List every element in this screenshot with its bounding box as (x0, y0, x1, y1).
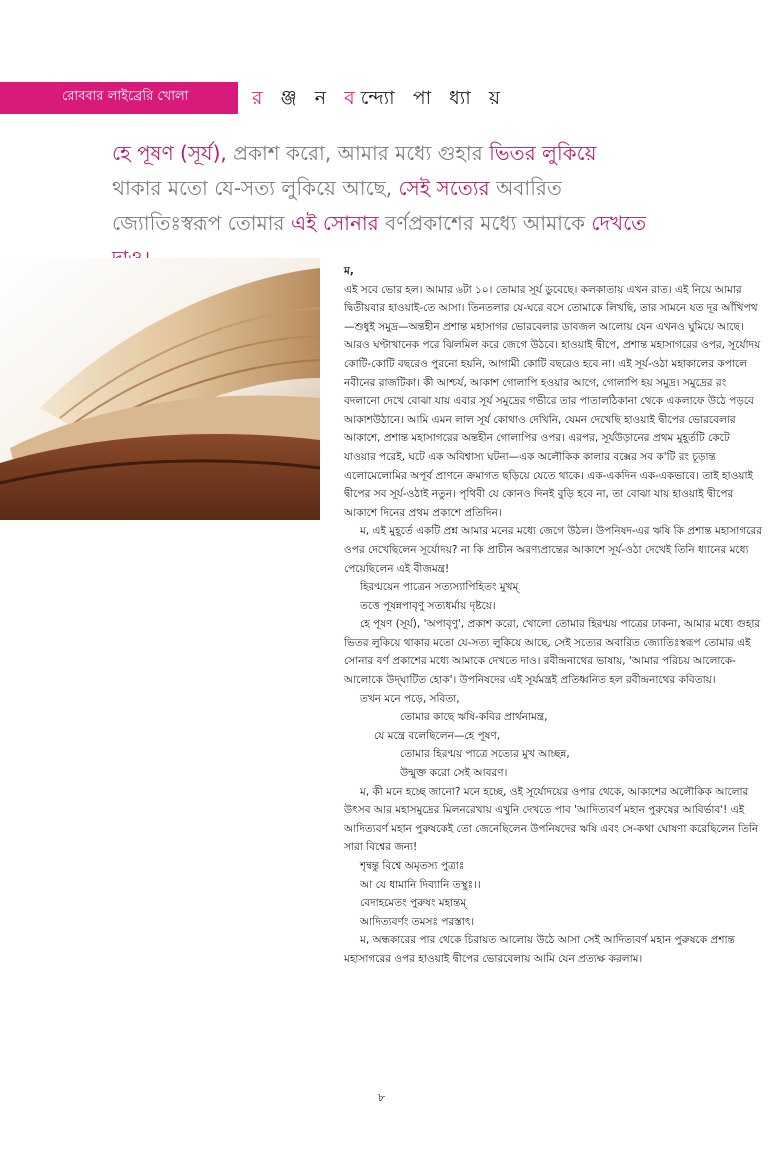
verse-line: আ যে ধামানি দিব্যানি তস্থুঃ।। (360, 878, 481, 891)
quote-text: অবারিত জ্যোতিঃস্বরূপ তোমার (112, 176, 562, 235)
quote-highlight: ভিতর লুকিয়ে (489, 141, 597, 165)
verse-line: তত্তে পূষন্নপাবৃণু সত্যধর্মায় দৃষ্টয়ে। (360, 599, 496, 612)
section-tag: রোববার লাইব্রেরি খোলা (62, 89, 189, 104)
open-book-photo (0, 258, 320, 520)
pull-quote (112, 136, 647, 276)
quote-text: প্রকাশ করো, আমার মধ্যে গুহার (226, 141, 490, 165)
author-last-initial: ব (344, 87, 361, 109)
verse-line: বেদাহমেতং পুরুষং মহান্তম্‌ (360, 897, 467, 910)
header-rule (0, 112, 238, 114)
poem-line: যে মন্ত্রে বলেছিলেন—হে পূষণ, (374, 729, 501, 742)
quote-highlight: দেখতে (591, 211, 647, 235)
author-first-initial: র (252, 87, 269, 109)
poem-line: তখন মনে পড়ে, সবিতা, (360, 692, 460, 705)
poem-line: উন্মুক্ত করো সেই আবরণ। (400, 767, 508, 780)
verse-line: হিরণ্ময়েন পাত্রেন সত্যস্যাপিহিতং মুখম্‌ (360, 581, 519, 594)
quote-highlight: এই সোনার (290, 211, 379, 235)
verse-line: আদিত্যবর্ণং তমসঃ পরস্তাৎ। (360, 915, 475, 928)
paragraph: হে পূষণ (সূর্য), 'অপাবৃণু', প্রকাশ করো, খোলো তোমার হিরণ্ময় পাত্রের ঢাকনা, আমার মধ্যে গুহার ভিতর লুকিয়ে থাকার মতো যে-সত্য লুকিয়ে আছে, সেই সত্যের অবারিত জ্যোতিঃস্বরূপ তোমার এই সোনার বর্ণ প্রকাশের মধ্যে আমাকে দেখতে দাও। রবীন্দ্রনাথের ভাষায়, 'আমার পরিচয় আলোকে-আলোকে উদ্‌ঘাটিত হোক'। উপনিষদের এই সূর্যমন্ত্রই প্রতিধ্বনিত হল রবীন্দ্রনাথের কবিতায়। (344, 618, 761, 687)
quote-highlight: হে পূষণ (সূর্য), (112, 141, 227, 165)
quote-text: বর্ণপ্রকাশের মধ্যে আমাকে (378, 211, 592, 235)
quote-highlight: সেই সত্যের (398, 176, 490, 200)
author-first-rest: ঞ্জ ন (280, 87, 333, 109)
article-body (344, 262, 762, 969)
verse-line: শৃন্বন্তু বিশ্বে অমৃতস্য পুত্রাঃ (360, 860, 465, 872)
quote-text: থাকার মতো যে-সত্য লুকিয়ে আছে, (112, 176, 399, 200)
open-book-icon (0, 258, 320, 520)
author-last-rest: ন্দ্যো পা ধ্যা য় (360, 87, 507, 109)
paragraph: এই সবে ভোর হল। আমার ৬টা ১০। তোমার সূর্য ডুবেছে। কলকাতায় এখন রাত। এই নিয়ে আমার দ্বিতীয়বার হাওয়াই-তে আসা। তিনতলার যে-ঘরে বসে তোমাকে লিখছি, তার সামনে যত দূর আঁখিপথ—শুধুই সমুদ্র—অন্তহীন প্রশান্ত মহাসাগর ভোরবেলার ডাবজল আলোয় যেন এখনও ঘুমিয়ে আছে। আরও ঘণ্টাখানেক পরে ঝিলমিল করে জেগে উঠবে। হাওয়াই দ্বীপে, প্রশান্ত মহাসাগরের ওপর, সূর্যোদয় কোটি-কোটি বছরেও পুরনো হয়নি, আগামী কোটি বছরেও হবে না। এই সূর্য-ওঠা মহাকালের কপালে নবীনের রাজটিকা। কী আশ্চর্য, আকাশ গোলাপি হওয়ার আগে, গোলাপি হয় সমুদ্র। সমুদ্রের রং বদলানো দেখে বোঝা যায় এবার সূর্য সমুদ্রের গভীরে তার পাতালঠিকানা থেকে একলাফে উঠে পড়বে আকাশউঠানে। আমি এমন লাল সূর্য কোথাও দেখিনি, যেমন দেখেছি হাওয়াই দ্বীপের ভোরবেলার আকাশে, প্রশান্ত মহাসাগরের অন্তহীন গোলাপির ওপর। এরপর, সূর্যউড়ানের প্রথম মুহূর্তটি কেটে যাওয়ার পরেই, ঘটে এক অবিশ্বাস্য ঘটনা—এক অলৌকিক কালার বক্সের সব ক'টি রং চূড়ান্ত এলোমেলোমির অপূর্ব প্রাণনে ক্রমাগত ছড়িয়ে যেতে থাকে। এক-একদিন এক-একভাবে। তাই হাওয়াই দ্বীপের সব সূর্য-ওঠাই নতুন। পৃথিবী যে কোনও দিনই বুড়ি হবে না, তা বোঝা যায় হাওয়াই দ্বীপের আকাশে দিনের প্রথম প্রকাশে প্রতিদিন। (344, 283, 761, 519)
poem-line: তোমার হিরণ্ময় পাত্রে সত্যের মুখ আচ্ছন্ন, (400, 748, 570, 761)
page-number: ৮ (378, 1091, 386, 1104)
author-name (252, 84, 506, 112)
paragraph: ম, অন্ধকারের পার থেকে চিরায়ত আলোয় উঠে আসা সেই আদিত্যবর্ণ মহান পুরুষকে প্রশান্ত মহাসাগরের ওপর হাওয়াই দ্বীপের ভোরবেলায় আমি যেন প্রত্যক্ষ করলাম। (344, 934, 735, 965)
salutation: ম, (344, 265, 354, 277)
poem-line: তোমার কাছে ঋষি-কবির প্রার্থনামন্ত্র, (400, 711, 548, 724)
paragraph: ম, কী মনে হচ্ছে জানো? মনে হচ্ছে, ওই সূর্যোদয়ের ওপার থেকে, আকাশের অলৌকিক আলোর উৎসব আর মহাসমুদ্রের মিলনরেখায় এখুনি দেখতে পাব 'আদিত্যবর্ণ মহান পুরুষের আবির্ভাব'! এই আদিত্যবর্ণ মহান পুরুষকেই তো জেনেছিলেন উপনিষদের ঋষি এবং সে-কথা ঘোষণা করেছিলেন তিনি সারা বিশ্বের জন্য! (344, 785, 759, 854)
paragraph: ম, এই মুহূর্তে একটি প্রশ্ন আমার মনের মধ্যে জেগে উঠল। উপনিষদ-এর ঋষি কি প্রশান্ত মহাসাগরের ওপর দেখেছিলেন সূর্যোদয়? না কি প্রাচীন অরণ্যপ্রান্তের আকাশে সূর্য-ওঠা দেখেই তিনি ধ্যানের মধ্যে পেয়েছিলেন এই বীজমন্ত্র! (344, 525, 763, 575)
